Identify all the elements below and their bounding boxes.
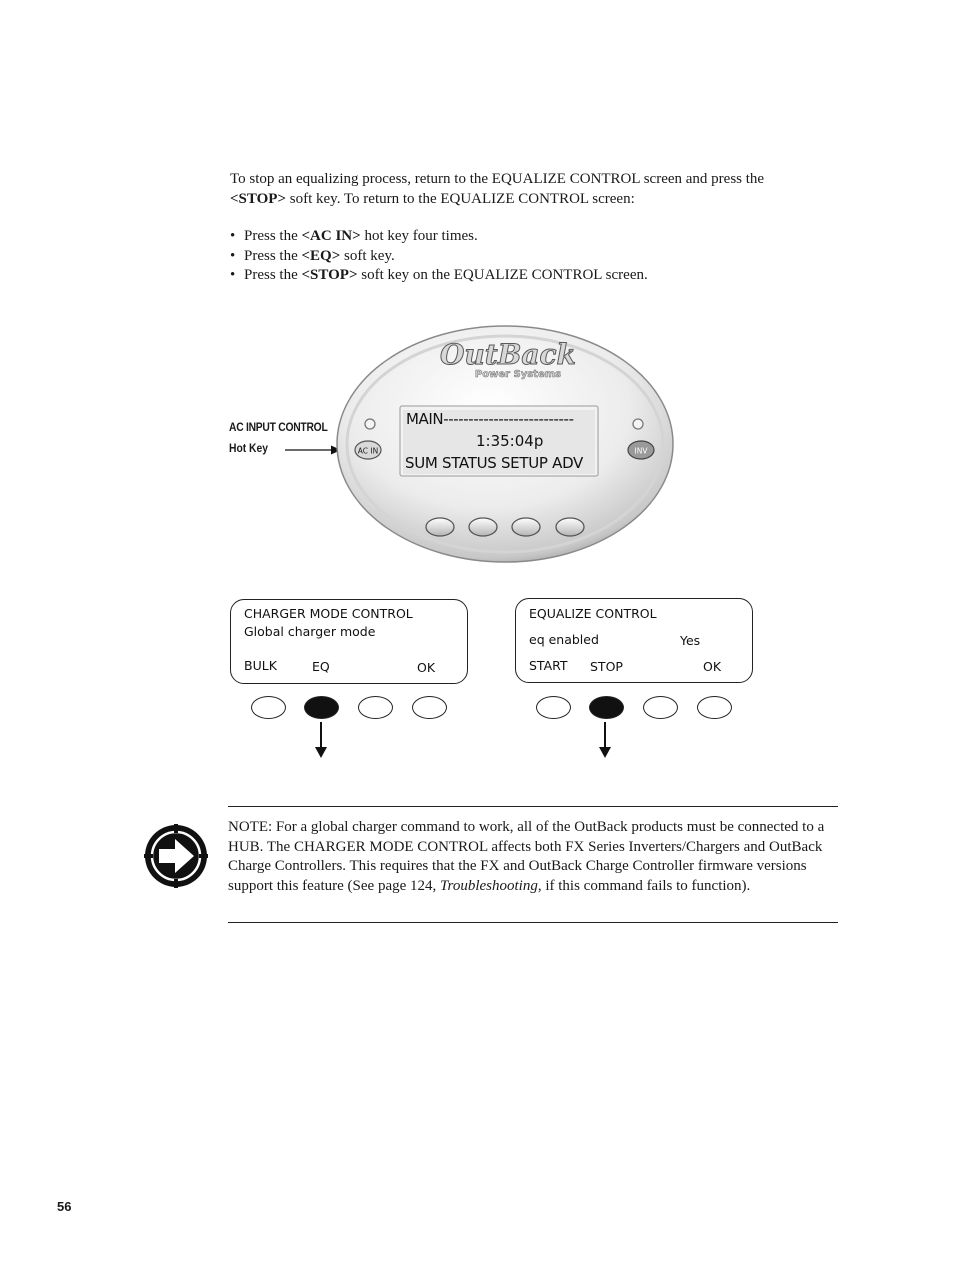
down-arrow-icon bbox=[597, 720, 613, 760]
note-rule-bottom bbox=[228, 922, 838, 923]
softkey-label-ok: OK bbox=[703, 659, 722, 674]
callout-label-hotkey: Hot Key bbox=[229, 441, 268, 455]
callout-label: AC INPUT CONTROL bbox=[229, 420, 328, 434]
softkey-label-eq: EQ bbox=[312, 659, 330, 674]
intro-line2: soft key. To return to the EQUALIZE CONTROL screen: bbox=[286, 190, 635, 207]
list-item: • Press the <STOP> soft key on the EQUALIZE CONTROL screen. bbox=[230, 266, 830, 286]
softkey-label-stop: STOP bbox=[590, 659, 623, 674]
lcd-menu: SUM STATUS SETUP ADV bbox=[405, 454, 584, 472]
soft-key-4[interactable] bbox=[412, 696, 447, 719]
soft-key-stop-pressed[interactable] bbox=[589, 696, 624, 719]
down-arrow-icon bbox=[313, 720, 329, 760]
eq-enabled-label: eq enabled bbox=[529, 632, 599, 647]
intro-line1: To stop an equalizing process, return to the EQUALIZE CONTROL screen and press the bbox=[230, 171, 765, 187]
soft-key-1[interactable] bbox=[536, 696, 571, 719]
lcd-line1: MAIN-------------------------- bbox=[406, 410, 574, 428]
screen-subtitle: Global charger mode bbox=[244, 624, 376, 639]
softkey-label-ok: OK bbox=[417, 660, 436, 675]
soft-key-1[interactable] bbox=[251, 696, 286, 719]
list-item: • Press the <AC IN> hot key four times. bbox=[230, 227, 830, 247]
instruction-list bbox=[230, 227, 830, 286]
charger-mode-screen bbox=[230, 599, 468, 684]
soft-key-4[interactable] bbox=[697, 696, 732, 719]
eq-enabled-value: Yes bbox=[680, 633, 701, 648]
page-number: 56 bbox=[57, 1199, 72, 1214]
soft-key-3[interactable] bbox=[358, 696, 393, 719]
note-text-end: , if this command fails to function). bbox=[537, 877, 751, 894]
screen-title: EQUALIZE CONTROL bbox=[529, 606, 657, 621]
lcd-time: 1:35:04p bbox=[476, 432, 544, 450]
intro-paragraph bbox=[230, 170, 830, 209]
note-link-troubleshooting: Troubleshooting bbox=[440, 877, 538, 894]
lcd-display bbox=[403, 410, 595, 474]
ac-in-hotkey-label: AC IN bbox=[357, 446, 379, 456]
intro-stop-key: <STOP> bbox=[230, 190, 287, 207]
brand-sub: Power Systems bbox=[474, 369, 562, 380]
softkey-label-start: START bbox=[529, 658, 568, 673]
soft-key-3[interactable] bbox=[643, 696, 678, 719]
softkey-label-bulk: BULK bbox=[244, 658, 277, 673]
note-rule-top bbox=[228, 806, 838, 807]
list-item: • Press the <EQ> soft key. bbox=[230, 247, 830, 267]
note-paragraph bbox=[228, 818, 840, 896]
soft-key-eq-pressed[interactable] bbox=[304, 696, 339, 719]
screen-title: CHARGER MODE CONTROL bbox=[244, 606, 413, 621]
note-text: NOTE: For a global charger command to work, all of the OutBack products must be connected to a HUB. The CHARGER MODE CONTROL affects both FX Series Inverters/Chargers and OutBack Charge Controllers. This requires that the FX and OutBack Charge Controller firmware versions support this feature (See page 124, bbox=[228, 819, 825, 894]
brand-logo: OutBack bbox=[440, 338, 576, 371]
inv-hotkey-label: INV bbox=[634, 446, 648, 456]
equalize-control-screen bbox=[515, 598, 753, 683]
arrow-right-icon bbox=[143, 823, 209, 889]
